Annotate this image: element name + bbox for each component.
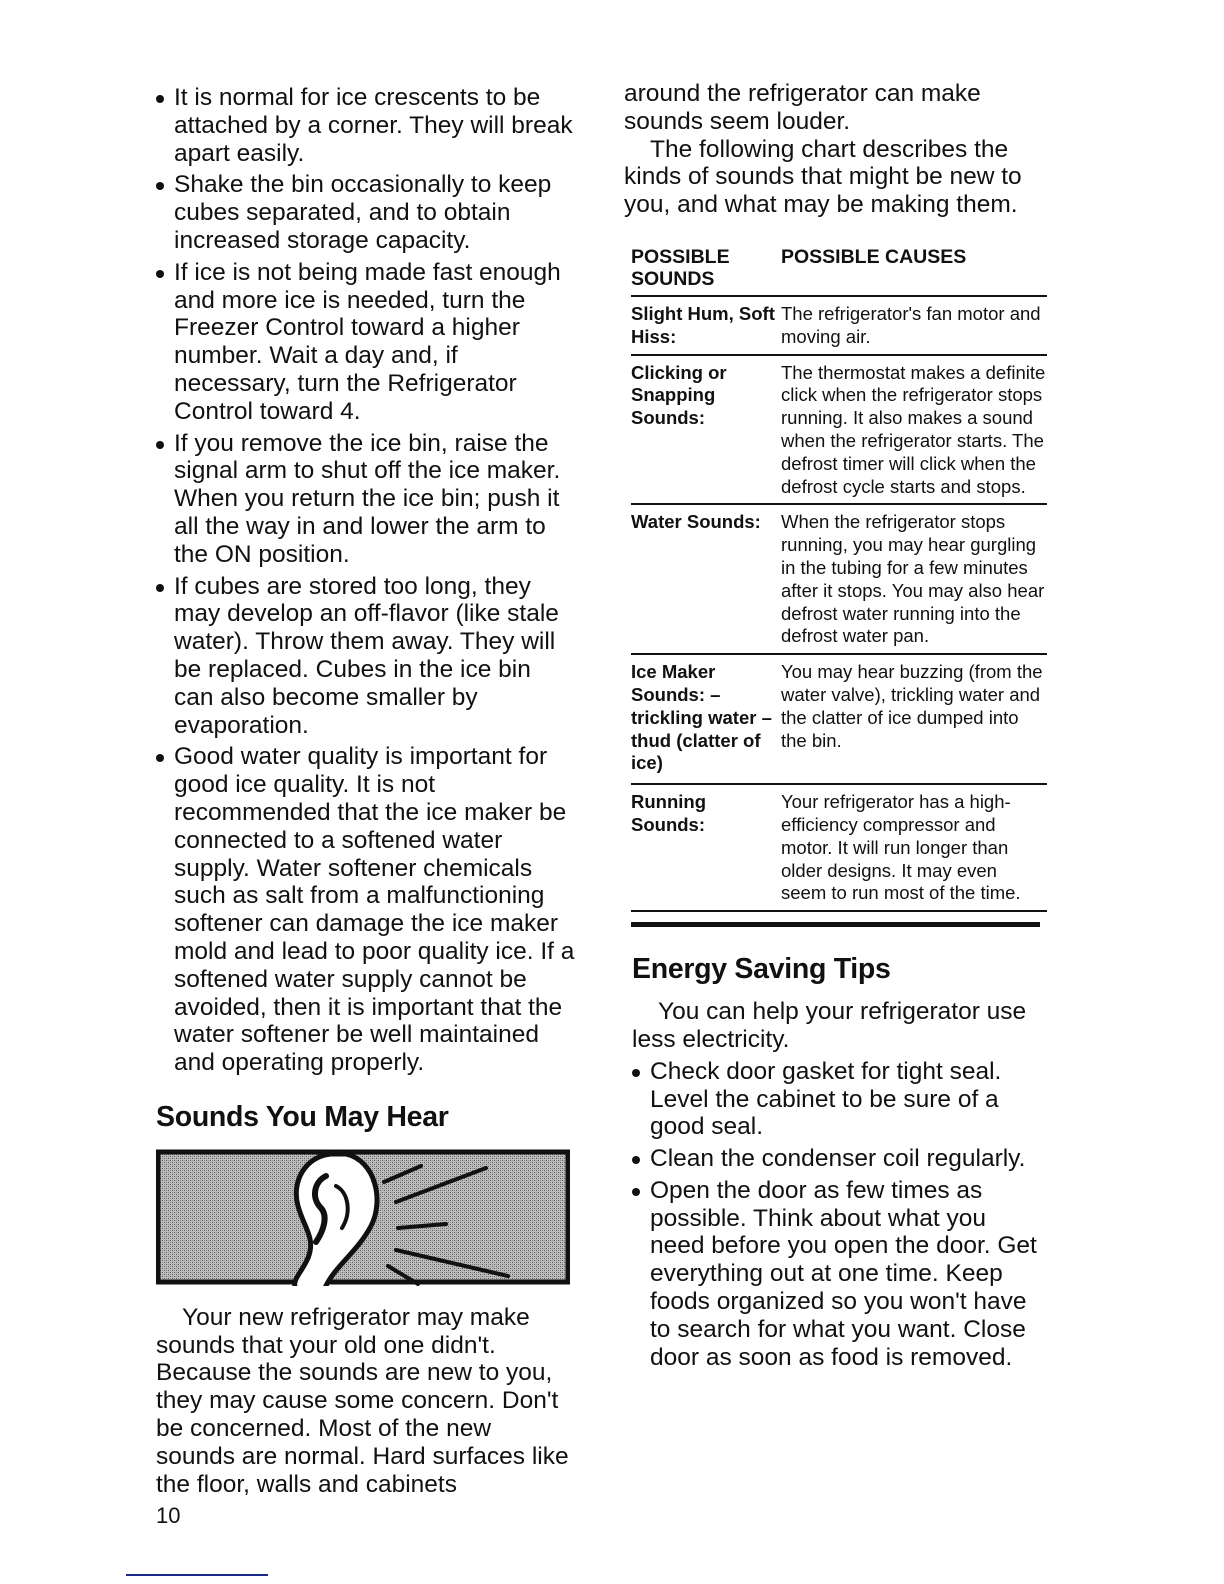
bullet-icon — [156, 182, 164, 190]
sound-cell: Clicking or Snapping Sounds: — [631, 355, 781, 505]
table-row — [631, 654, 1047, 784]
cause-cell: The refrigerator's fan motor and moving air. — [781, 296, 1047, 355]
continuation-text: around the refrigerator can make sounds seem louder. — [624, 80, 981, 135]
sounds-intro-text: Your new refrigerator may make sounds that your old one didn't. Because the sounds are new to you, they may cause some concern. Don't be concerned. Most of the new sounds are normal. Hard surfaces like the floor, walls and cabinets — [156, 1303, 569, 1498]
table-row — [631, 784, 1047, 911]
energy-heading: Energy Saving Tips — [632, 953, 891, 986]
bullet-icon — [632, 1188, 640, 1196]
bullet-icon — [156, 270, 164, 278]
table-row — [631, 355, 1047, 505]
energy-tips-list — [632, 1058, 1044, 1372]
energy-intro-text: You can help your refrigerator use less electricity. — [632, 998, 1027, 1053]
ice-tips-list — [156, 84, 576, 1077]
ear-illustration — [156, 1146, 570, 1286]
list-item: Clean the condenser coil regularly. — [632, 1145, 1044, 1173]
left-column — [156, 84, 576, 1498]
list-item: If you remove the ice bin, raise the signal arm to shut off the ice maker. When you return the ice bin; push it all the way in and lower the arm to the ON position. — [156, 430, 576, 569]
sound-cell: Water Sounds: — [631, 504, 781, 654]
bullet-icon — [632, 1156, 640, 1164]
table-end-rule — [631, 922, 1040, 927]
list-item: Check door gasket for tight seal. Level the cabinet to be sure of a good seal. — [632, 1058, 1044, 1141]
footer-rule — [126, 1574, 268, 1576]
cause-cell: The thermostat makes a definite click when the refrigerator stops running. It also makes a sound when the refrigerator starts. The defrost timer will click when the defrost cycle starts and stops. — [781, 355, 1047, 505]
list-item: Open the door as few times as possible. Think about what you need before you open the door. Get everything out at one time. Keep foods organized so you won't have to search for what you want. Close door as soon as food is removed. — [632, 1177, 1044, 1372]
bullet-icon — [156, 584, 164, 592]
sound-cell: Slight Hum, Soft Hiss: — [631, 296, 781, 355]
header-possible-causes: POSSIBLE CAUSES — [781, 246, 1047, 296]
sound-cell: Ice Maker Sounds: – trickling water – thud (clatter of ice) — [631, 654, 781, 784]
sound-cell: Running Sounds: — [631, 784, 781, 911]
sounds-heading: Sounds You May Hear — [156, 1100, 449, 1133]
header-possible-sounds: POSSIBLE SOUNDS — [631, 246, 781, 296]
list-item: If ice is not being made fast enough and more ice is needed, turn the Freezer Control toward a higher number. Wait a day and, if necessary, turn the Refrigerator Control toward 4. — [156, 259, 576, 426]
sounds-table — [631, 246, 1047, 912]
table-row — [631, 296, 1047, 355]
bullet-icon — [632, 1069, 640, 1077]
bullet-icon — [156, 754, 164, 762]
list-item: Shake the bin occasionally to keep cubes separated, and to obtain increased storage capacity. — [156, 171, 576, 254]
list-item: If cubes are stored too long, they may develop an off-flavor (like stale water). Throw them away. They will be replaced. Cubes in the ice bin can also become smaller by evaporation. — [156, 573, 576, 740]
list-item: Good water quality is important for good ice quality. It is not recommended that the ice maker be connected to a softened water supply. Water softener chemicals such as salt from a malfunctioning softener can damage the ice maker mold and lead to poor quality ice. If a softened water supply cannot be avoided, then it is important that the water softener be well maintained and operating properly. — [156, 743, 576, 1077]
table-row — [631, 504, 1047, 654]
right-column — [624, 80, 1044, 1375]
bullet-icon — [156, 441, 164, 449]
cause-cell: You may hear buzzing (from the water valve), trickling water and the clatter of ice dumped into the bin. — [781, 654, 1047, 784]
ear-icon — [156, 1146, 570, 1286]
cause-cell: Your refrigerator has a high-efficiency compressor and motor. It will run longer than older designs. It may even seem to run most of the time. — [781, 784, 1047, 911]
cause-cell: When the refrigerator stops running, you may hear gurgling in the tubing for a few minutes after it stops. You may also hear defrost water running into the defrost water pan. — [781, 504, 1047, 654]
table-header-row — [631, 246, 1047, 296]
list-item: It is normal for ice crescents to be attached by a corner. They will break apart easily. — [156, 84, 576, 167]
bullet-icon — [156, 95, 164, 103]
chart-intro-text: The following chart describes the kinds of sounds that might be new to you, and what may be making them. — [624, 135, 1022, 219]
page-number: 10 — [156, 1503, 181, 1528]
